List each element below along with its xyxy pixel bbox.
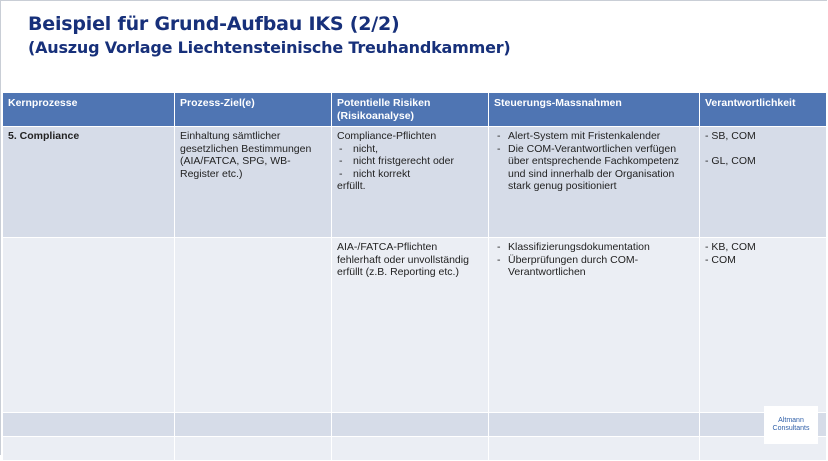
table-row bbox=[3, 437, 827, 461]
title-subtitle: (Auszug Vorlage Liechtensteinische Treuhandkammer) bbox=[28, 38, 511, 57]
empty-cell bbox=[175, 413, 332, 437]
empty-cell bbox=[3, 413, 175, 437]
cell-risiken: AIA-/FATCA-Pflichten fehlerhaft oder unvollständig erfüllt (z.B. Reporting etc.) bbox=[332, 238, 489, 413]
empty-cell bbox=[332, 413, 489, 437]
header-verantwortlichkeit: Verantwortlichkeit bbox=[700, 93, 827, 127]
header-steuerungs-massnahmen: Steuerungs-Massnahmen bbox=[489, 93, 700, 127]
table-row bbox=[3, 238, 827, 413]
cell-massnahmen bbox=[489, 238, 700, 413]
cell-kernprozess: 5. Compliance bbox=[3, 127, 175, 238]
massnahmen-list bbox=[494, 241, 694, 279]
header-prozess-ziele: Prozess-Ziel(e) bbox=[175, 93, 332, 127]
table-header-row bbox=[3, 93, 827, 127]
verantwortlich-item: - KB, COM bbox=[705, 241, 756, 253]
table-row bbox=[3, 127, 827, 238]
risiken-intro: Compliance-Pflichten bbox=[337, 130, 437, 142]
header-potentielle-risiken: Potentielle Risiken (Risikoanalyse) bbox=[332, 93, 489, 127]
slide-title bbox=[28, 11, 511, 59]
empty-cell bbox=[3, 437, 175, 461]
cell-kernprozess bbox=[3, 238, 175, 413]
verantwortlich-item: - COM bbox=[705, 253, 736, 266]
list-item: - nicht, bbox=[337, 143, 483, 156]
cell-risiken bbox=[332, 127, 489, 238]
cell-ziel: Einhaltung sämtlicher gesetzlichen Bestimmungen (AIA/FATCA, SPG, WB-Register etc.) bbox=[175, 127, 332, 238]
list-item: - Die COM-Verantwortlichen verfügen über entsprechende Fachkompetenz und sind innerhalb der Organisation stark genug positioniert bbox=[494, 143, 694, 193]
list-item: - nicht fristgerecht oder bbox=[337, 155, 483, 168]
logo-line1: Altmann bbox=[778, 417, 804, 424]
cell-verantwortlichkeit bbox=[700, 238, 827, 413]
list-item: - Klassifizierungsdokumentation bbox=[494, 241, 694, 254]
header-kernprozesse: Kernprozesse bbox=[3, 93, 175, 127]
logo-line2: Consultants bbox=[772, 425, 810, 432]
empty-cell bbox=[489, 437, 700, 461]
list-item: - nicht korrekt bbox=[337, 168, 483, 181]
empty-cell bbox=[175, 437, 332, 461]
company-logo bbox=[764, 406, 818, 444]
verantwortlich-item: - SB, COM bbox=[705, 130, 756, 142]
cell-verantwortlichkeit bbox=[700, 127, 827, 238]
risiken-outro: erfüllt. bbox=[337, 180, 366, 192]
list-item: - Überprüfungen durch COM-Verantwortlichen bbox=[494, 254, 694, 279]
cell-massnahmen bbox=[489, 127, 700, 238]
title-main: Beispiel für Grund-Aufbau IKS (2/2) bbox=[28, 13, 400, 35]
list-item: - Alert-System mit Fristenkalender bbox=[494, 130, 694, 143]
verantwortlich-item: - GL, COM bbox=[705, 154, 756, 167]
empty-cell bbox=[489, 413, 700, 437]
empty-cell bbox=[332, 437, 489, 461]
cell-ziel bbox=[175, 238, 332, 413]
massnahmen-list bbox=[494, 130, 694, 193]
risiken-list bbox=[337, 143, 483, 181]
table-row bbox=[3, 413, 827, 437]
iks-table bbox=[2, 92, 827, 461]
